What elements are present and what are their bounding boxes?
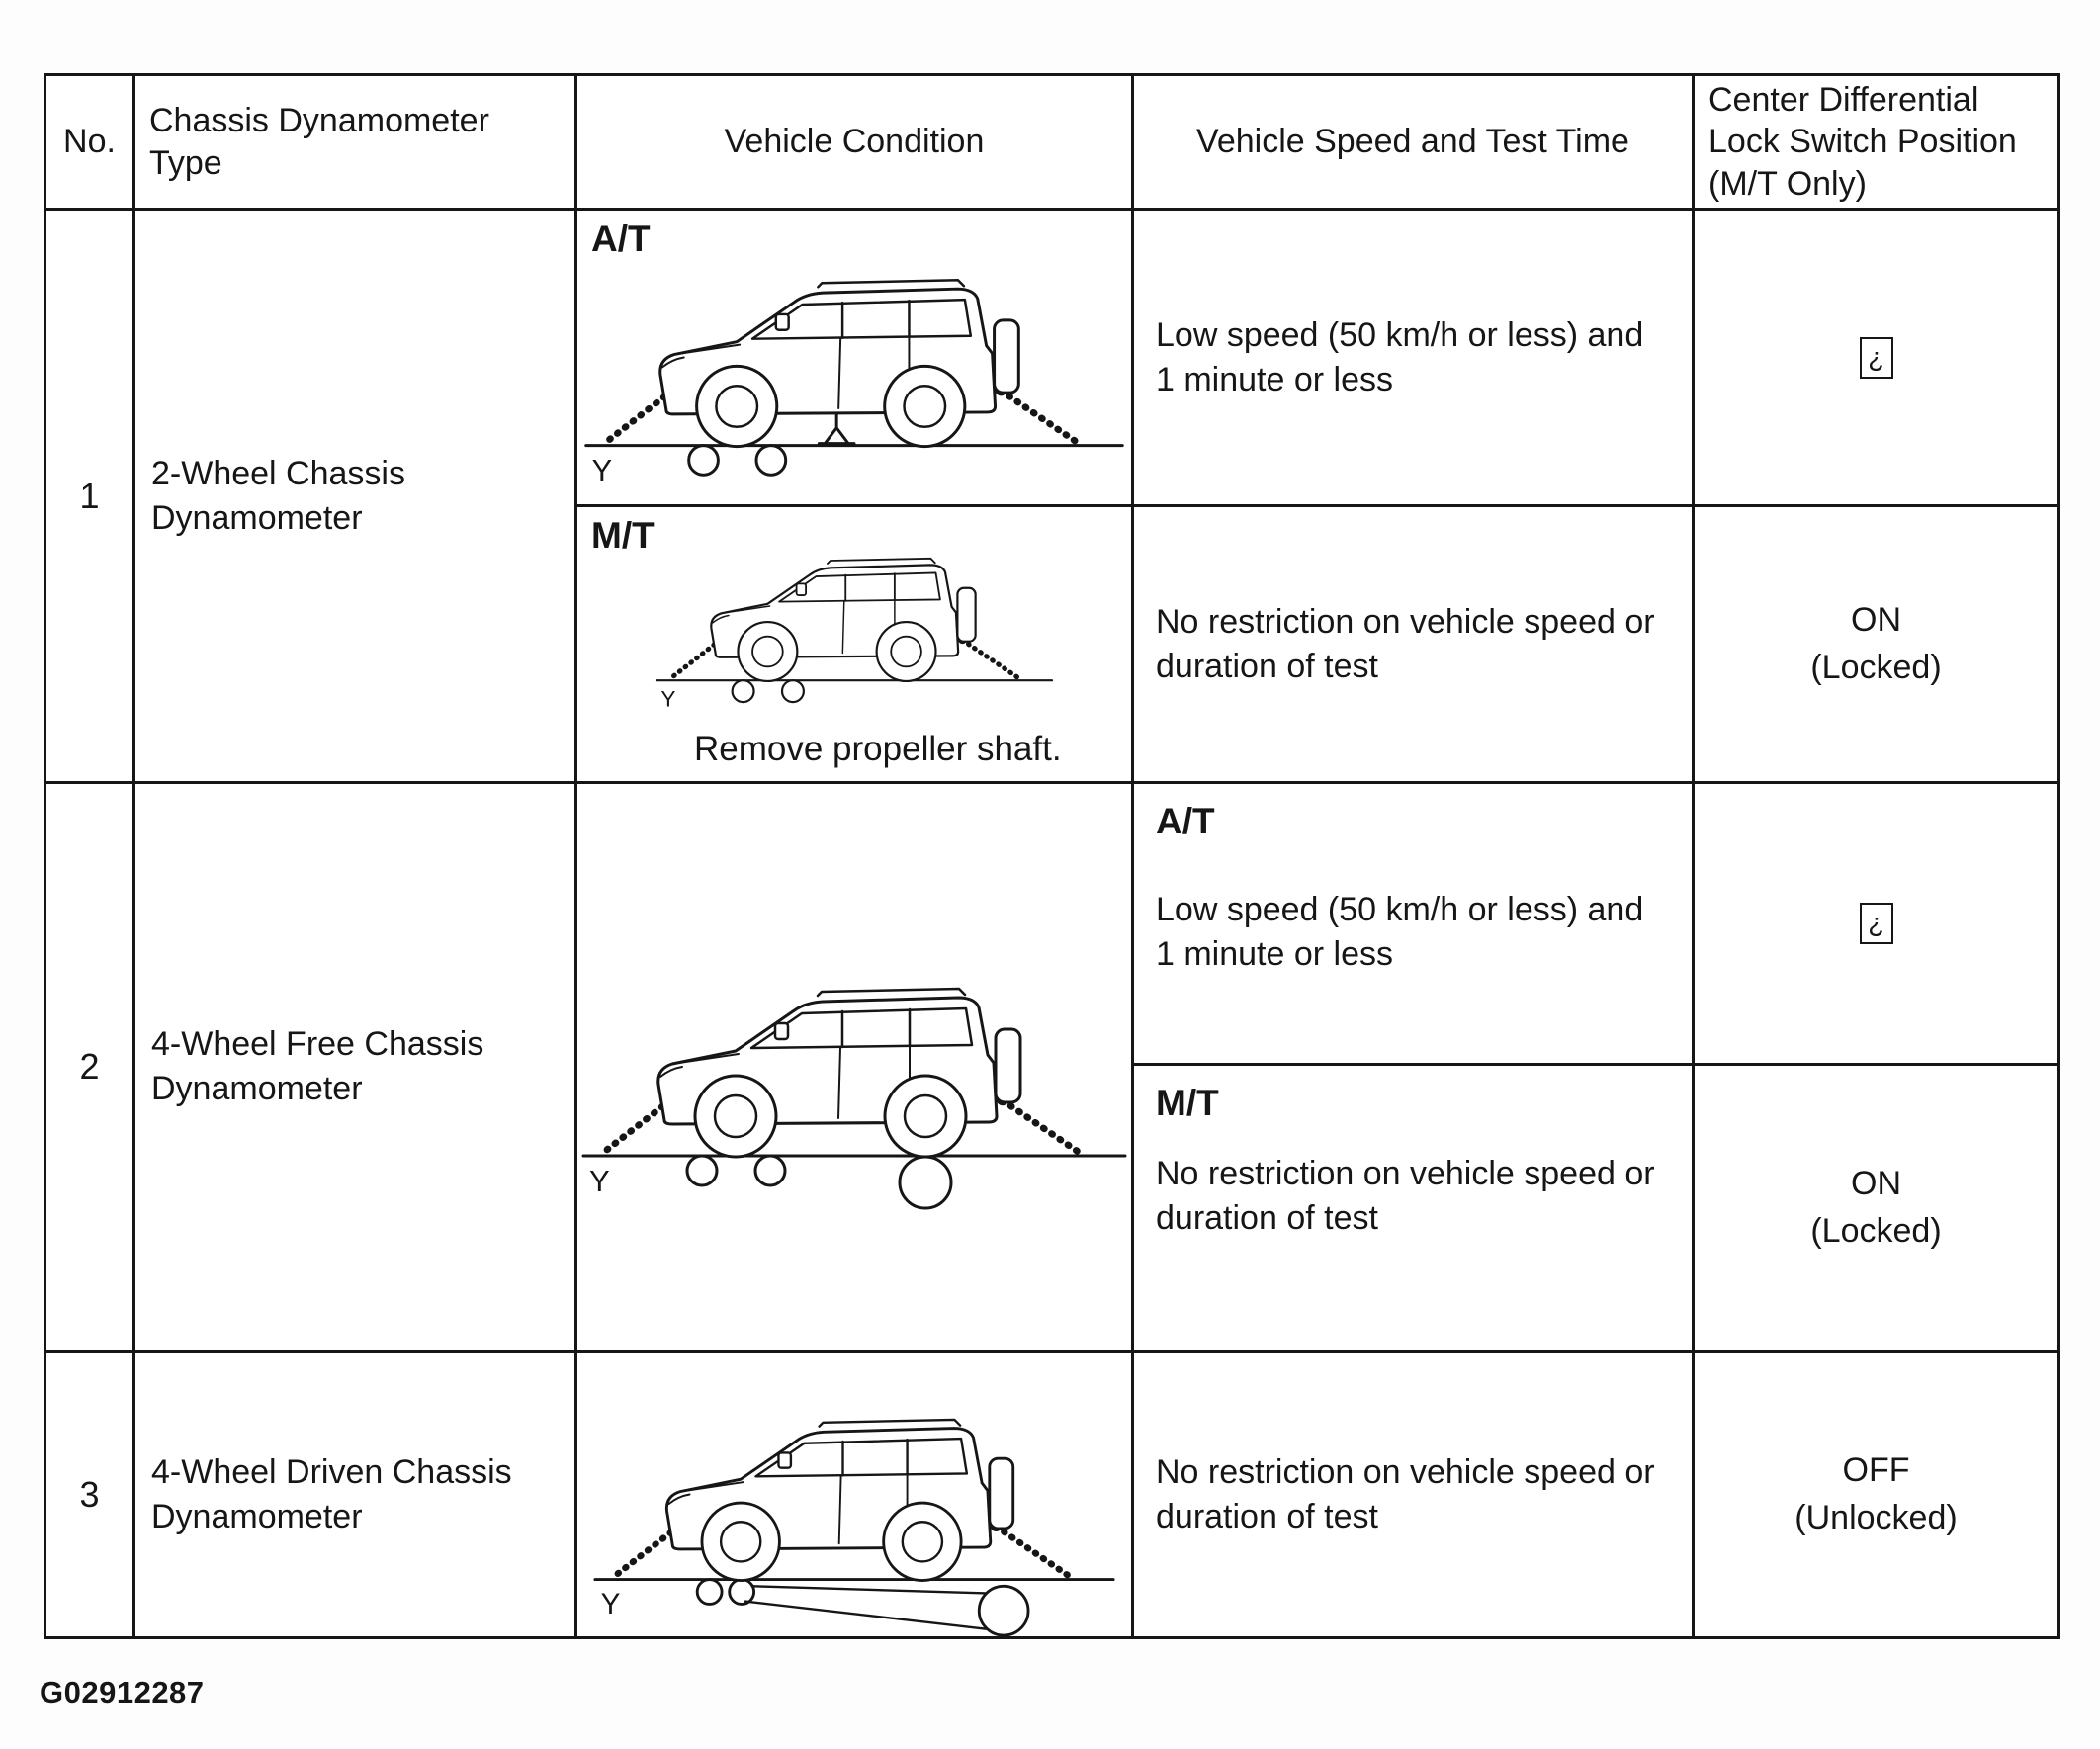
header-type: Chassis Dynamometer Type	[135, 76, 577, 211]
row-2-diff-mt-sub: (Locked)	[1810, 1211, 1942, 1250]
center-diff-symbol-icon: ¿	[1860, 903, 1893, 944]
row-3-type	[135, 1353, 577, 1639]
center-diff-symbol-icon: ¿	[1860, 337, 1893, 379]
row-1-diff-mt-state: ON	[1851, 600, 1901, 639]
svg-text:Y: Y	[600, 1588, 621, 1621]
header-condition: Vehicle Condition	[577, 76, 1134, 211]
vehicle-illustration-2wd-at-icon	[577, 211, 1131, 504]
row-1-speed-mt	[1134, 507, 1695, 784]
svg-text:Y: Y	[589, 1164, 610, 1198]
row-3-condition	[577, 1353, 1134, 1639]
row-1-speed-mt-text: No restriction on vehicle speed or duration of test	[1156, 602, 1655, 685]
row-2-type	[135, 784, 577, 1353]
vehicle-illustration-4wd-free-icon	[577, 784, 1131, 1350]
row-2-speed-at-text: Low speed (50 km/h or less) and 1 minute or less	[1156, 890, 1644, 973]
row-3-type-label: 4-Wheel Driven Chassis Dynamometer	[151, 1452, 512, 1535]
row-1-number: 1	[46, 211, 135, 784]
row-1-diff-mt	[1695, 507, 2060, 784]
row-2-diff-mt	[1695, 1066, 2060, 1353]
row-1-type	[135, 211, 577, 784]
illustration-caption: Remove propeller shaft.	[694, 730, 1062, 768]
header-no: No.	[46, 76, 135, 211]
row-2-diff-at	[1695, 784, 2060, 1066]
row-3-diff	[1695, 1353, 2060, 1639]
mt-label: M/T	[1156, 1083, 1219, 1123]
row-2-diff-mt-state: ON	[1851, 1164, 1901, 1202]
row-3-diff-sub: (Unlocked)	[1794, 1498, 1958, 1536]
at-label: A/T	[591, 219, 651, 259]
row-3-diff-state: OFF	[1842, 1450, 1910, 1489]
row-2-type-label: 4-Wheel Free Chassis Dynamometer	[151, 1025, 484, 1107]
vehicle-illustration-4wd-driven-icon	[577, 1353, 1131, 1636]
vehicle-illustration-2wd-mt-icon	[577, 507, 1131, 724]
row-1-condition-mt	[577, 507, 1134, 784]
row-2-condition	[577, 784, 1134, 1353]
row-3-speed	[1134, 1353, 1695, 1639]
row-2-speed-at	[1134, 784, 1695, 1066]
row-1-diff-mt-sub: (Locked)	[1810, 648, 1942, 686]
row-1-speed-at-text: Low speed (50 km/h or less) and 1 minute or less	[1156, 315, 1644, 398]
row-1-speed-at	[1134, 211, 1695, 507]
svg-text:Y: Y	[660, 686, 676, 712]
row-3-number: 3	[46, 1353, 135, 1639]
header-diff: Center Differential Lock Switch Position (M/T Only)	[1695, 76, 2060, 211]
row-3-speed-text: No restriction on vehicle speed or duration of test	[1156, 1452, 1655, 1535]
row-1-condition-at	[577, 211, 1134, 507]
row-2-speed-mt-text: No restriction on vehicle speed or duration of test	[1156, 1154, 1655, 1237]
at-label: A/T	[1156, 801, 1215, 841]
figure-code: G02912287	[40, 1675, 205, 1709]
row-1-diff-at	[1695, 211, 2060, 507]
row-1-type-label: 2-Wheel Chassis Dynamometer	[151, 454, 405, 537]
row-2-number: 2	[46, 784, 135, 1353]
spec-table	[44, 73, 2060, 1639]
svg-text:Y: Y	[591, 453, 613, 488]
mt-label: M/T	[591, 515, 655, 556]
header-speed: Vehicle Speed and Test Time	[1134, 76, 1695, 211]
row-2-speed-mt	[1134, 1066, 1695, 1353]
